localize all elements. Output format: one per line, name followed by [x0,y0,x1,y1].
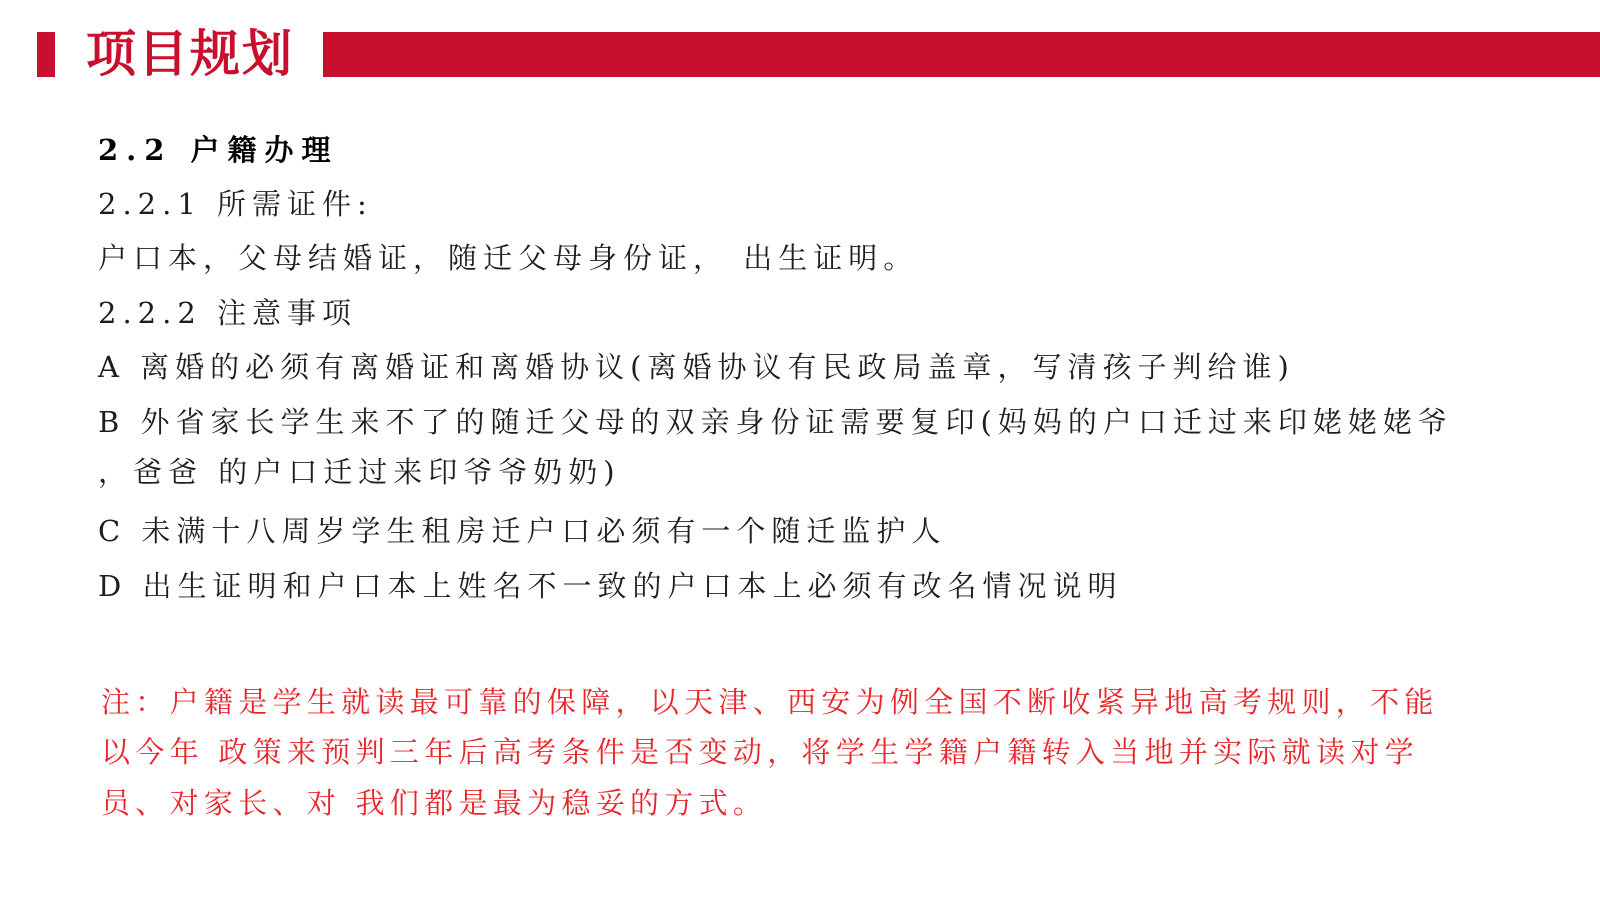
note-line: 员、对家长、对 我们都是最为稳妥的方式。 [101,786,768,820]
note-line: 注：户籍是学生就读最可靠的保障，以天津、西安为例全国不断收紧异地高考规则，不能 [101,685,1439,719]
list-item-b: B 外省家长学生来不了的随迁父母的双亲身份证需要复印(妈妈的户口迁过来印姥姥姥爷 [98,405,1453,439]
required-documents-text: 户口本，父母结婚证，随迁父母身份证， 出生证明。 [98,241,919,275]
title-accent-bar-left [37,32,55,77]
title-accent-bar-right [323,32,1600,77]
subsection-heading-notes: 2.2.2 注意事项 [98,296,358,330]
list-item-d: D 出生证明和户口本上姓名不一致的户口本上必须有改名情况说明 [98,569,1123,603]
section-heading: 2.2 户籍办理 [98,133,339,167]
list-item-a: A 离婚的必须有离婚证和离婚协议(离婚协议有民政局盖章，写清孩子判给谁) [98,350,1295,384]
list-item-c: C 未满十八周岁学生租房迁户口必须有一个随迁监护人 [98,514,947,548]
list-item-b-continuation: ，爸爸 的户口迁过来印爷爷奶奶) [98,455,621,489]
subsection-heading-documents: 2.2.1 所需证件: [98,187,373,221]
slide-title: 项目规划 [86,25,294,83]
note-line: 以今年 政策来预判三年后高考条件是否变动，将学生学籍户籍转入当地并实际就读对学 [101,735,1419,769]
